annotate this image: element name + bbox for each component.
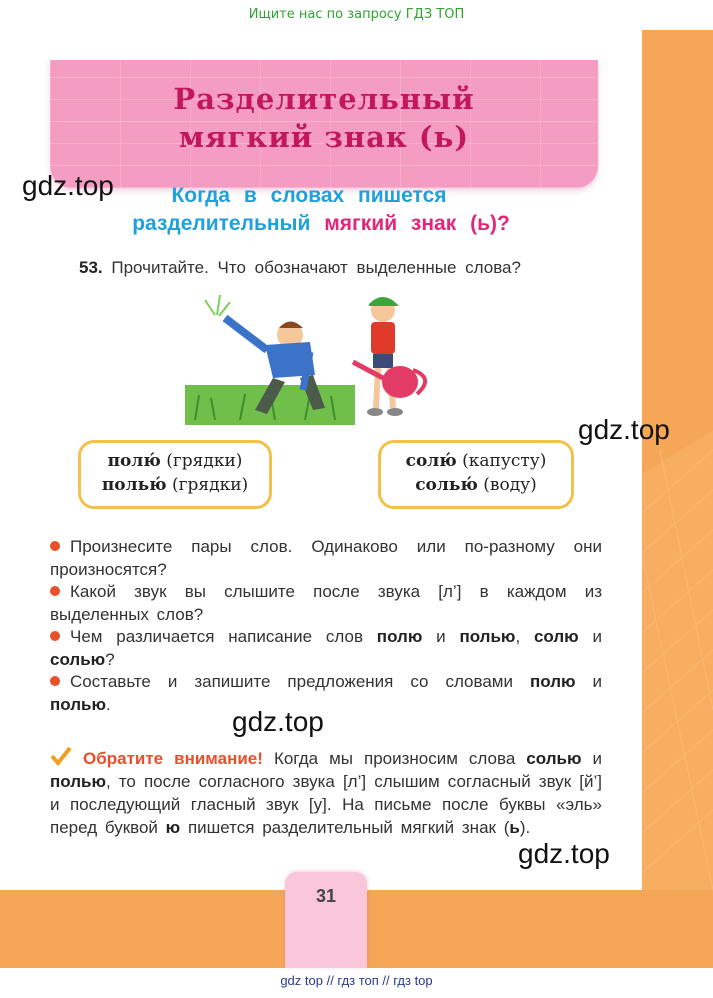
- page-number: 31: [315, 886, 337, 906]
- word-box-right: [378, 440, 574, 509]
- punctuation: ?: [105, 649, 115, 669]
- subtitle-line1: Когда в словах пишется: [171, 184, 447, 207]
- word-box-left-line1: [81, 449, 269, 473]
- boys-illustration: [185, 290, 440, 425]
- title-box: [50, 60, 598, 188]
- watermark: gdz.top: [518, 838, 610, 869]
- watermark: gdz.top: [578, 414, 670, 445]
- bullet-text: Какой звук вы слышите после звука [л’] в каждом из выделенных слов?: [50, 582, 602, 624]
- punctuation: ,: [515, 627, 521, 646]
- top-banner: Ищите нас по запросу ГДЗ ТОП: [248, 7, 465, 22]
- note-text: пишется разделительный мягкий знак (: [187, 818, 510, 837]
- keyword: ь: [509, 818, 520, 837]
- textbook-page: [0, 30, 642, 890]
- conjunction: и: [592, 672, 602, 691]
- page-title-line2: мягкий знак (ь): [178, 120, 470, 154]
- page-title-line1: Разделительный: [173, 82, 475, 116]
- note-text: и: [592, 749, 602, 768]
- word-box-left: [78, 440, 272, 509]
- bullet-text: Чем различается написание слов: [70, 627, 363, 646]
- watermark: gdz.top: [22, 170, 114, 201]
- watermark: gdz.top: [232, 706, 324, 737]
- keyword: полью: [50, 694, 106, 714]
- note-text: , то после согласного звука [л’] слышим согласный звук [й’] и последующий гласный звук [у]. На письме после буквы «эль» перед буквой: [50, 772, 602, 837]
- keyword: солью: [526, 749, 582, 768]
- word-polyu: полю́: [107, 451, 161, 471]
- keyword: полью: [459, 627, 516, 646]
- bottom-banner: gdz top // гдз топ // гдз top: [280, 973, 433, 988]
- bullet-dot-icon: [50, 676, 60, 686]
- attention-note: [50, 746, 602, 839]
- word-box-left-line2: [81, 473, 269, 497]
- keyword: ю: [165, 818, 181, 837]
- subtitle-part2: мягкий знак (ь)?: [324, 212, 510, 235]
- task-number: 53.: [79, 258, 103, 277]
- keyword: полю: [529, 672, 576, 691]
- task-text: Прочитайте. Что обозначают выделенные слова?: [111, 258, 521, 277]
- subtitle-part1: разделительный: [132, 212, 311, 235]
- word-hint: (воду): [483, 475, 537, 495]
- word-hint: (грядки): [166, 451, 243, 471]
- keyword: полю: [376, 627, 423, 646]
- task-53: [79, 258, 521, 278]
- attention-label: Обратите внимание!: [83, 749, 263, 768]
- bullet-text: Составьте и запишите предложения со словами: [70, 672, 513, 691]
- word-box-right-line2: [381, 473, 571, 497]
- page-number-tab: [285, 872, 367, 968]
- bullet-item: [50, 626, 602, 671]
- conjunction: и: [436, 627, 446, 646]
- word-polyu-soft: полью́: [101, 475, 167, 495]
- note-text: ).: [519, 818, 531, 837]
- bullet-dot-icon: [50, 631, 60, 641]
- keyword: полью: [50, 772, 106, 791]
- word-box-right-line1: [381, 449, 571, 473]
- subtitle-line2: [0, 212, 642, 236]
- checkmark-icon: [50, 746, 72, 766]
- bullet-item: [50, 671, 602, 716]
- word-hint: (грядки): [171, 475, 249, 495]
- bullet-dot-icon: [50, 586, 60, 596]
- bullet-list: [50, 536, 602, 716]
- word-hint: (капусту): [462, 451, 547, 471]
- bullet-dot-icon: [50, 541, 60, 551]
- keyword: солью: [50, 649, 106, 669]
- bullet-item: [50, 536, 602, 581]
- punctuation: .: [106, 694, 111, 714]
- note-text: Когда мы произносим слова: [273, 749, 516, 768]
- conjunction: и: [592, 627, 602, 646]
- bullet-text: Произнесите пары слов. Одинаково или по-разному они произносятся?: [50, 537, 602, 579]
- bullet-item: [50, 581, 602, 626]
- word-solyu: солю́: [405, 451, 457, 471]
- keyword: солю: [533, 627, 579, 646]
- word-solyu-soft: солью́: [415, 475, 478, 495]
